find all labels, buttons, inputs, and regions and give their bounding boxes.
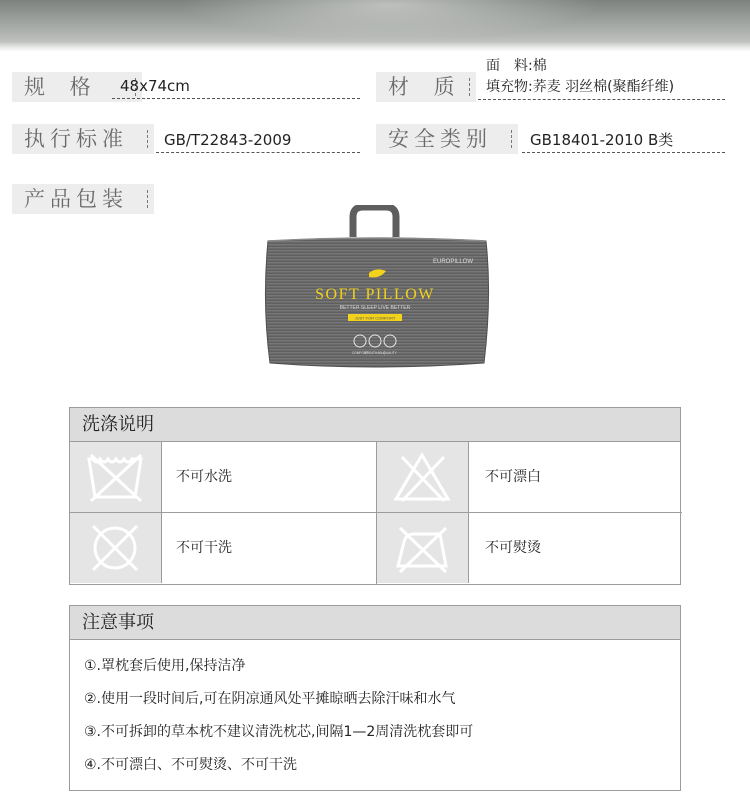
product-title: SOFT PILLOW [315, 286, 435, 303]
pillow-bag-svg [258, 205, 493, 375]
care-item-no-wash [70, 442, 376, 513]
material-filling: 填充物:荞麦 羽丝棉(聚酯纤维) [486, 79, 675, 95]
no-bleach-icon [377, 442, 469, 512]
spec-label-packaging: 产品包装 [12, 184, 154, 214]
no-wash-icon [70, 442, 162, 512]
spec-value-size: 48x74cm [112, 73, 360, 99]
care-item-no-bleach [377, 442, 682, 513]
spec-value-safety: GB18401-2010 B类 [522, 127, 725, 153]
spec-label-size: 规 格 [12, 72, 142, 102]
no-dry-clean-icon [70, 513, 162, 583]
care-item-no-dry-clean [70, 513, 376, 584]
product-tagline: BETTER SLEEP LIVE BETTER [339, 305, 411, 311]
product-badge: JUST FOR COMFORT [354, 315, 396, 321]
care-grid [70, 442, 680, 584]
washing-instructions-table [69, 407, 681, 585]
no-iron-icon [377, 513, 469, 583]
brand-name: EUROPILLOW [433, 259, 474, 265]
feature-label-3: QUALITY [383, 351, 397, 355]
spec-label-material: 材 质 [376, 72, 476, 102]
care-text-no-dry-clean: 不可干洗 [176, 540, 232, 556]
care-text-no-bleach: 不可漂白 [485, 469, 541, 485]
spec-label-safety: 安全类别 [376, 124, 518, 154]
washing-title: 洗涤说明 [70, 408, 680, 442]
spec-value-standard: GB/T22843-2009 [156, 127, 360, 153]
top-banner-image [0, 0, 750, 52]
notes-list [70, 640, 680, 782]
notes-table [69, 605, 681, 791]
notes-title: 注意事项 [70, 606, 680, 640]
note-item: ③.不可拆卸的草本枕不建议清洗枕芯,间隔1—2周清洗枕套即可 [84, 724, 474, 740]
spec-value-material [478, 58, 725, 100]
material-fabric: 面 料:棉 [486, 58, 547, 74]
care-item-no-iron [377, 513, 682, 584]
spec-label-standard: 执行标准 [12, 124, 154, 154]
product-package-image [258, 205, 493, 375]
note-item: ④.不可漂白、不可熨烫、不可干洗 [84, 757, 298, 773]
note-item: ①.罩枕套后使用,保持洁净 [84, 658, 246, 674]
care-text-no-wash: 不可水洗 [176, 469, 232, 485]
note-item: ②.使用一段时间后,可在阴凉通风处平摊晾晒去除汗味和水气 [84, 691, 456, 707]
feature-label-1: COMFORT [351, 351, 369, 355]
care-text-no-iron: 不可熨烫 [485, 540, 541, 556]
feature-label-2: BREATHABLE [364, 351, 386, 355]
